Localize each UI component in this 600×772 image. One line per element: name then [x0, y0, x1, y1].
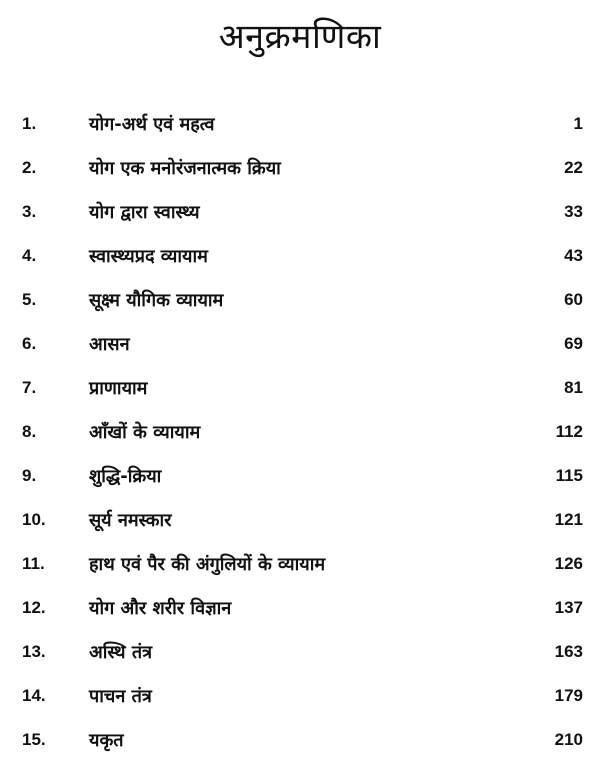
toc-list — [0, 106, 600, 766]
toc-entry — [0, 150, 600, 194]
entry-page-number: 121 — [554, 510, 583, 529]
entry-title: हाथ एवं पैर की अंगुलियों के व्यायाम — [89, 554, 326, 575]
entry-number: 14. — [22, 686, 46, 705]
entry-number: 9. — [22, 466, 37, 485]
entry-number: 6. — [22, 334, 37, 353]
entry-number: 1. — [22, 114, 37, 133]
entry-title: शुद्धि-क्रिया — [89, 466, 162, 487]
entry-page-number: 43 — [564, 246, 583, 265]
entry-page-number: 115 — [555, 466, 583, 485]
entry-title: योग-अर्थ एवं महत्व — [89, 114, 215, 135]
entry-page-number: 81 — [564, 378, 583, 397]
entry-number: 12. — [22, 598, 46, 617]
toc-entry — [0, 590, 600, 634]
toc-entry — [0, 194, 600, 238]
toc-entry — [0, 238, 600, 282]
entry-number: 3. — [22, 202, 37, 221]
entry-page-number: 1 — [573, 114, 583, 133]
entry-page-number: 60 — [564, 290, 583, 309]
entry-title: सूर्य नमस्कार — [89, 510, 172, 531]
entry-number: 4. — [22, 246, 37, 265]
entry-title: सूक्ष्म यौगिक व्यायाम — [89, 290, 224, 311]
entry-title: अस्थि तंत्र — [89, 642, 153, 663]
entry-title: आँखों के व्यायाम — [89, 422, 201, 443]
entry-number: 7. — [22, 378, 37, 397]
entry-number: 2. — [22, 158, 37, 177]
entry-title: प्राणायाम — [89, 378, 148, 399]
entry-title: पाचन तंत्र — [89, 686, 152, 707]
entry-page-number: 69 — [564, 334, 583, 353]
entry-title: योग एक मनोरंजनात्मक क्रिया — [89, 158, 281, 179]
entry-page-number: 163 — [554, 642, 583, 661]
toc-entry — [0, 546, 600, 590]
entry-number: 5. — [22, 290, 37, 309]
toc-entry — [0, 502, 600, 546]
toc-entry — [0, 106, 600, 150]
entry-page-number: 137 — [554, 598, 583, 617]
entry-page-number: 210 — [554, 730, 583, 749]
entry-number: 13. — [22, 642, 46, 661]
entry-title: योग द्वारा स्वास्थ्य — [89, 202, 200, 223]
entry-title: आसन — [89, 334, 130, 355]
toc-entry — [0, 458, 600, 502]
entry-number: 10. — [22, 510, 46, 529]
entry-title: यकृत — [89, 730, 124, 751]
entry-page-number: 179 — [554, 686, 583, 705]
entry-number: 11. — [22, 554, 45, 573]
entry-title: योग और शरीर विज्ञान — [89, 598, 232, 619]
entry-number: 15. — [22, 730, 46, 749]
entry-title: स्वास्थ्यप्रद व्यायाम — [89, 246, 208, 267]
entry-page-number: 22 — [564, 158, 583, 177]
toc-entry — [0, 678, 600, 722]
entry-page-number: 33 — [564, 202, 583, 221]
entry-page-number: 126 — [554, 554, 583, 573]
toc-entry — [0, 414, 600, 458]
entry-page-number: 112 — [555, 422, 583, 441]
page-title: अनुक्रमणिका — [218, 17, 382, 57]
toc-entry — [0, 634, 600, 678]
entry-number: 8. — [22, 422, 37, 441]
toc-entry — [0, 282, 600, 326]
toc-entry — [0, 326, 600, 370]
toc-entry — [0, 370, 600, 414]
toc-entry — [0, 722, 600, 766]
